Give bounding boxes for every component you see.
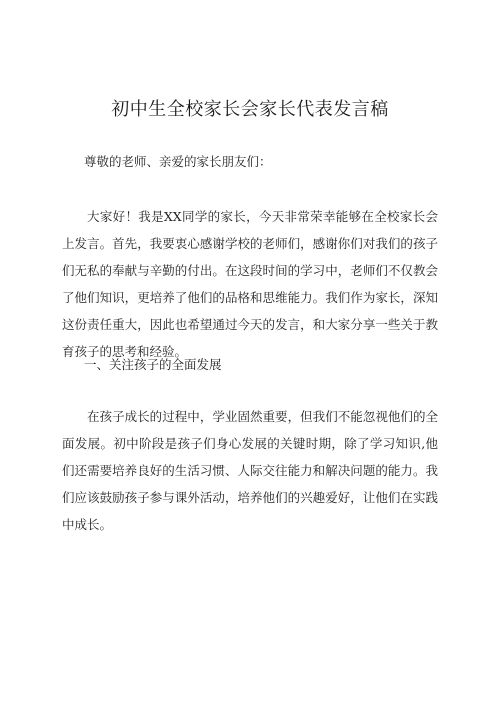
salutation: 尊敬的老师、亲爱的家长朋友们：: [84, 154, 272, 169]
paragraph-section-1: 在孩子成长的过程中，学业固然重要，但我们不能忽视他们的全面发展。初中阶段是孩子们身心发展的关键时期，除了学习知识,他们还需要培养良好的生活习惯、人际交往能力和解决问题的能力。我们应该鼓励孩子参与课外活动，培养他们的兴趣爱好，让他们在实践中成长。: [62, 409, 438, 532]
section-heading: 一、关注孩子的全面发展: [84, 357, 222, 372]
paragraph-intro: 大家好！我是XX同学的家长，今天非常荣幸能够在全校家长会上发言。首先，我要衷心感谢学校的老师们，感谢你们对我们的孩子们无私的奉献与辛勤的付出。在这段时间的学习中，老师们不仅教会了他们知识，更培养了他们的品格和思维能力。我们作为家长，深知这份责任重大，因此也希望通过今天的发言，和大家分享一些关于教育孩子的思考和经验。: [62, 209, 438, 359]
document-title: 初中生全校家长会家长代表发言稿: [111, 99, 389, 120]
